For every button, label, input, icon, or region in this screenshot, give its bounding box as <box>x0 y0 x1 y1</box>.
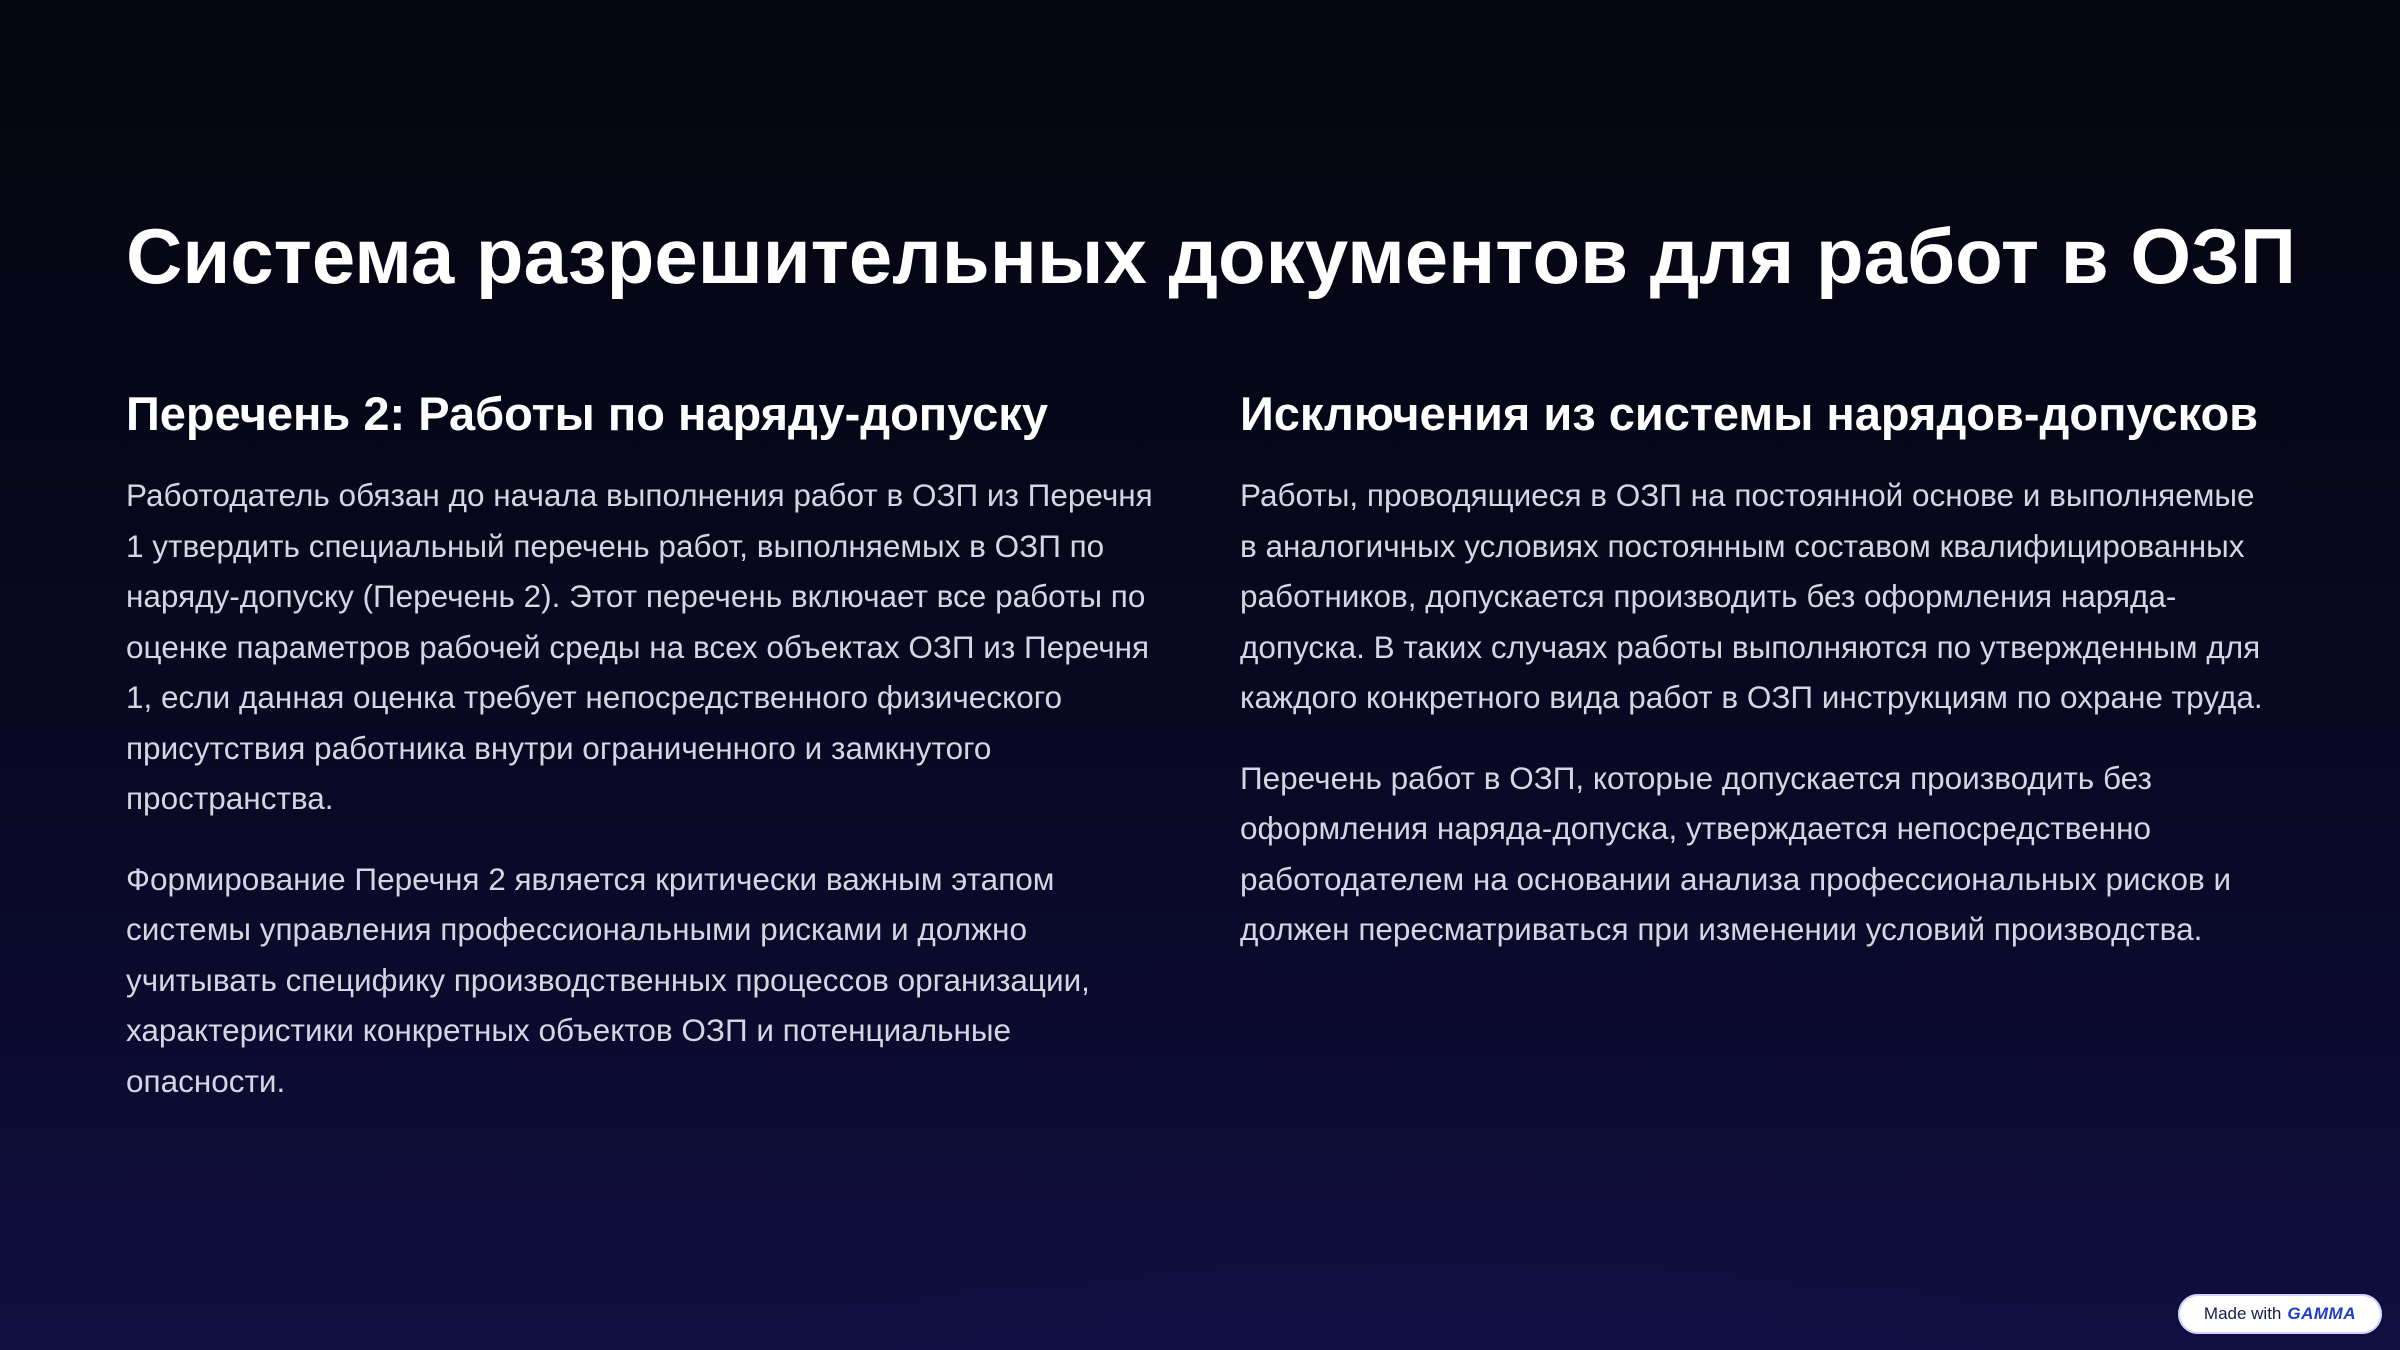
right-column <box>1240 386 2280 985</box>
page-title: Система разрешительных документов для работ в ОЗП <box>126 212 2296 300</box>
right-column-heading: Исключения из системы нарядов-допусков <box>1240 387 2259 440</box>
left-column <box>126 386 1166 1136</box>
made-with-gamma-badge[interactable] <box>2178 1294 2382 1334</box>
right-column-paragraph-2: Перечень работ в ОЗП, которые допускается производить без оформления наряда-допуска, утверждается непосредственно работодателем на основании анализа профессиональных рисков и должен пересматриваться при изменении условий производства. <box>1240 759 2232 948</box>
left-column-paragraph-1: Работодатель обязан до начала выполнения работ в ОЗП из Перечня 1 утвердить специальный перечень работ, выполняемых в ОЗП по наряду-допуску (Перечень 2). Этот перечень включает все работы по оценке параметров рабочей среды на всех объектах ОЗП из Перечня 1, если данная оценка требует непосредственного физического присутствия работника внутри ограниченного и замкнутого пространства. <box>126 477 1153 817</box>
gamma-logo: GAMMA <box>2287 1304 2356 1323</box>
badge-prefix: Made with <box>2203 1304 2282 1323</box>
right-column-paragraph-1: Работы, проводящиеся в ОЗП на постоянной основе и выполняемые в аналогичных условиях постоянным составом квалифицированных работников, допускается производить без оформления наряда-допуска. В таких случаях работы выполняются по утвержденным для каждого конкретного вида работ в ОЗП инструкциям по охране труда. <box>1240 477 2263 716</box>
left-column-paragraph-2: Формирование Перечня 2 является критически важным этапом системы управления профессиональными рисками и должно учитывать специфику производственных процессов организации, характеристики конкретных объектов ОЗП и потенциальные опасности. <box>126 860 1090 1099</box>
left-column-heading: Перечень 2: Работы по наряду-допуску <box>126 387 1048 440</box>
